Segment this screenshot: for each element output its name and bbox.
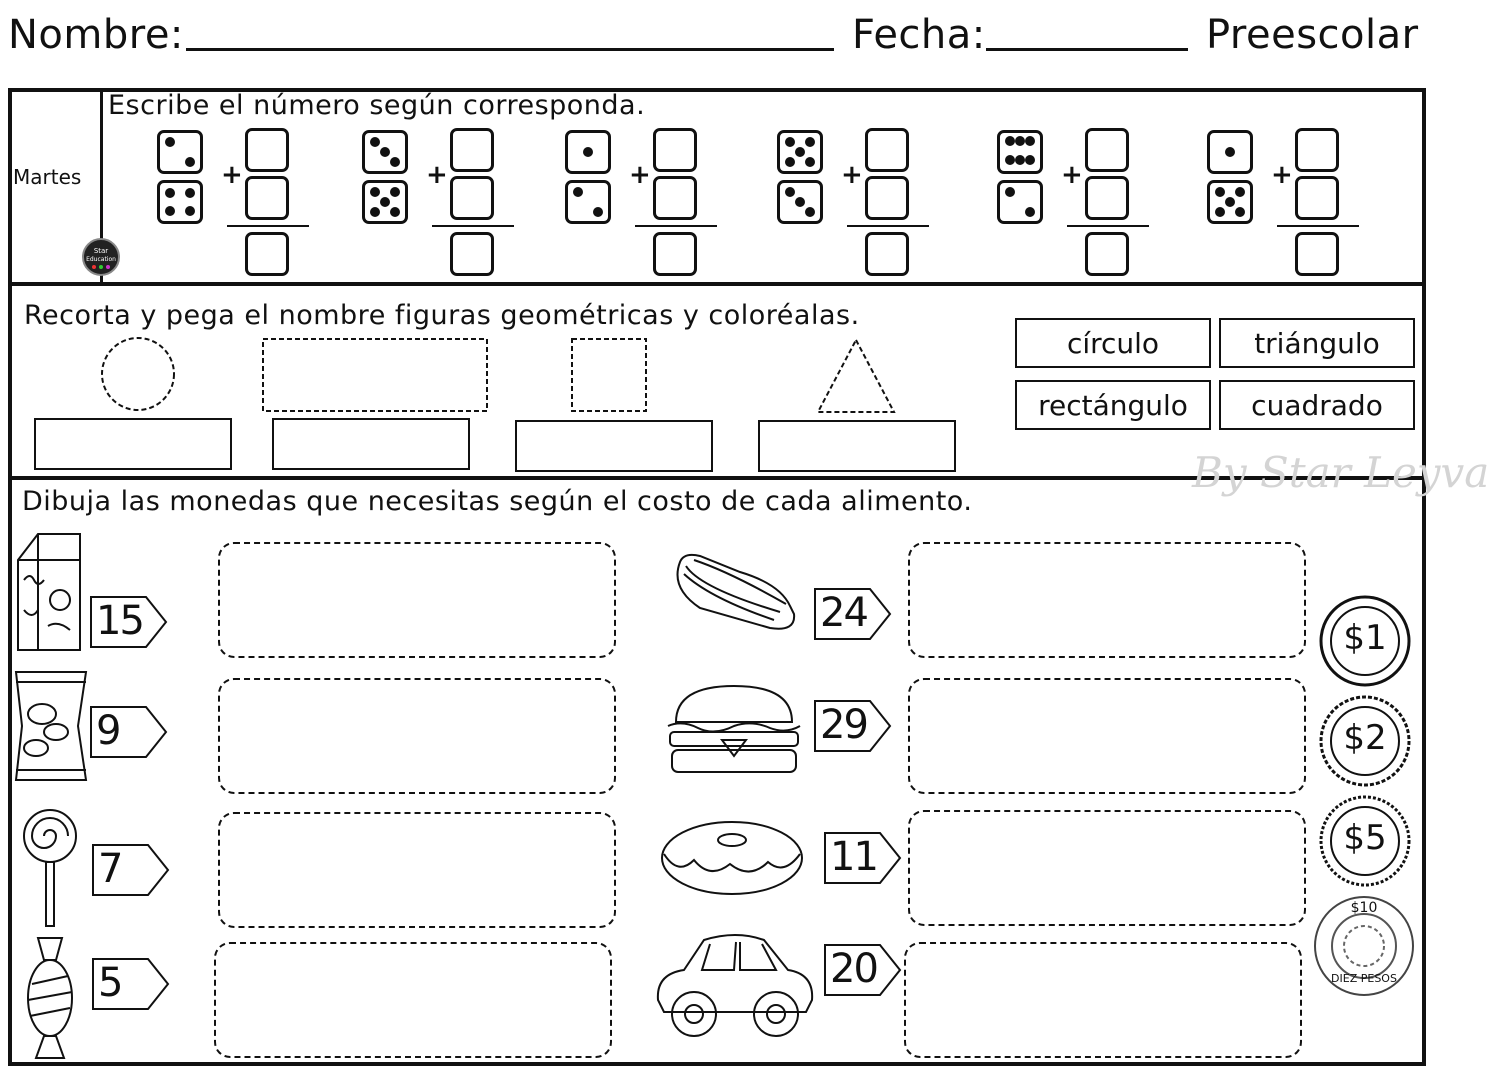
die-pip [1005,187,1015,197]
coin-drawing-box-hamburger[interactable] [908,678,1306,794]
addend-box-bottom-4[interactable] [865,176,909,220]
sum-line-5 [1067,225,1149,227]
word-card-circulo[interactable]: círculo [1015,318,1211,368]
coin-drawing-box-milk[interactable] [218,542,616,658]
addend-box-top-5[interactable] [1085,128,1129,172]
sum-box-6[interactable] [1295,232,1339,276]
sum-line-4 [847,225,929,227]
name-label: Nombre: [8,12,184,58]
die-bottom-6 [1207,180,1253,224]
coin-10-label: $10 [1350,900,1378,916]
toy-car-icon [652,930,818,1044]
section-divider-1 [8,282,1426,286]
price-candy: 5 [98,960,122,1006]
die-pip [1015,155,1025,165]
addend-box-bottom-1[interactable] [245,176,289,220]
die-top-4 [777,130,823,174]
die-pip [1235,187,1245,197]
die-pip [1025,155,1035,165]
price-toy-car: 20 [830,946,877,992]
sum-box-5[interactable] [1085,232,1129,276]
die-top-2 [362,130,408,174]
price-donut: 11 [830,834,877,880]
price-lollipop: 7 [98,846,122,892]
paste-box-rectangle[interactable] [272,418,470,470]
price-tag-candy [92,958,170,1010]
dashed-triangle-shape [816,338,896,414]
date-input-line[interactable] [986,48,1188,51]
die-pip [1015,136,1025,146]
die-pip [380,197,390,207]
plus-sign-6: + [1271,160,1293,190]
chips-bag-icon [12,668,90,788]
die-pip [1215,207,1225,217]
coin-2-label: $2 [1343,718,1387,758]
die-pip [1215,187,1225,197]
die-top-5 [997,130,1043,174]
dashed-circle-shape [100,336,176,412]
price-tag-milk [90,596,168,648]
addend-box-bottom-5[interactable] [1085,176,1129,220]
die-pip [185,188,195,198]
die-pip [165,188,175,198]
die-pip [785,157,795,167]
coin-5-label: $5 [1343,818,1387,858]
die-top-1 [157,130,203,174]
name-input-line[interactable] [186,48,834,51]
word-card-cuadrado[interactable]: cuadrado [1219,380,1415,430]
price-tag-hot-dog [814,588,892,640]
addend-box-top-2[interactable] [450,128,494,172]
die-pip [795,197,805,207]
price-hamburger: 29 [820,702,867,748]
candy-icon [18,934,82,1066]
lollipop-icon [18,806,82,932]
plus-sign-1: + [221,160,243,190]
price-hot-dog: 24 [820,590,867,636]
sum-line-6 [1277,225,1359,227]
price-tag-hamburger [814,700,892,752]
price-tag-toy-car [824,944,902,996]
die-pip [1225,197,1235,207]
die-pip [1025,136,1035,146]
plus-sign-5: + [1061,160,1083,190]
logo-text-education: Education [86,256,116,263]
die-pip [1005,155,1015,165]
paste-box-circle[interactable] [34,418,232,470]
die-pip [805,157,815,167]
sum-line-2 [432,225,514,227]
die-top-3 [565,130,611,174]
die-bottom-2 [362,180,408,224]
watermark: By Star Leyva [1192,448,1489,497]
die-pip [583,147,593,157]
hot-dog-icon [670,548,800,638]
die-pip [165,206,175,216]
die-pip [593,207,603,217]
level-label: Preescolar [1206,12,1419,58]
sum-box-4[interactable] [865,232,909,276]
date-label: Fecha: [852,12,986,58]
addend-box-bottom-3[interactable] [653,176,697,220]
star-education-logo [80,238,122,276]
die-bottom-5 [997,180,1043,224]
price-tag-donut [824,832,902,884]
day-label: Martes [13,165,82,189]
sum-line-3 [635,225,717,227]
coin-drawing-box-lollipop[interactable] [218,812,616,928]
addend-box-top-6[interactable] [1295,128,1339,172]
section2-instruction: Recorta y pega el nombre figuras geométricas y coloréalas. [24,300,860,331]
word-card-triangulo[interactable]: triángulo [1219,318,1415,368]
coin-drawing-box-donut[interactable] [908,810,1306,926]
plus-sign-2: + [426,160,448,190]
die-bottom-3 [565,180,611,224]
coin-1-label: $1 [1343,618,1387,658]
section3-instruction: Dibuja las monedas que necesitas según el costo de cada alimento. [22,486,973,517]
die-pip [185,157,195,167]
die-pip [390,187,400,197]
sum-box-2[interactable] [450,232,494,276]
die-pip [1225,147,1235,157]
logo-text-star: Star [93,247,109,255]
addend-box-top-4[interactable] [865,128,909,172]
paste-box-square[interactable] [515,420,713,472]
coin-drawing-box-toy-car[interactable] [904,942,1302,1058]
die-bottom-1 [157,180,203,224]
die-pip [805,137,815,147]
sum-box-1[interactable] [245,232,289,276]
addend-box-top-3[interactable] [653,128,697,172]
die-pip [795,147,805,157]
coin-5-pesos-icon [1318,794,1412,888]
coin-drawing-box-candy[interactable] [214,942,612,1058]
die-pip [370,137,380,147]
coin-10-sub-label: DIEZ PESOS [1331,972,1397,985]
die-pip [1025,207,1035,217]
die-pip [805,207,815,217]
addend-box-bottom-2[interactable] [450,176,494,220]
price-chips: 9 [96,708,120,754]
die-pip [390,157,400,167]
die-pip [370,187,380,197]
die-pip [1005,136,1015,146]
dashed-square-shape [571,338,647,412]
price-tag-chips [90,706,168,758]
hamburger-icon [662,680,806,780]
sum-line-1 [227,225,309,227]
milk-carton-icon [14,530,86,658]
die-pip [785,137,795,147]
sum-box-3[interactable] [653,232,697,276]
die-pip [370,207,380,217]
die-pip [185,206,195,216]
donut-icon [658,818,806,902]
word-card-rectangulo[interactable]: rectángulo [1015,380,1211,430]
die-pip [380,147,390,157]
die-pip [165,137,175,147]
coin-drawing-box-hot-dog[interactable] [908,542,1306,658]
coin-10-pesos-icon [1312,894,1416,998]
paste-box-triangle[interactable] [758,420,956,472]
die-pip [1235,207,1245,217]
dashed-rectangle-shape [262,338,488,412]
die-pip [573,187,583,197]
die-top-6 [1207,130,1253,174]
die-pip [390,207,400,217]
price-milk: 15 [96,598,143,644]
plus-sign-3: + [629,160,651,190]
plus-sign-4: + [841,160,863,190]
die-pip [785,187,795,197]
coin-drawing-box-chips[interactable] [218,678,616,794]
addend-box-top-1[interactable] [245,128,289,172]
die-bottom-4 [777,180,823,224]
section1-instruction: Escribe el número según corresponda. [108,90,646,121]
price-tag-lollipop [92,844,170,896]
coin-2-pesos-icon [1318,694,1412,788]
addend-box-bottom-6[interactable] [1295,176,1339,220]
coin-1-peso-icon [1318,594,1412,688]
